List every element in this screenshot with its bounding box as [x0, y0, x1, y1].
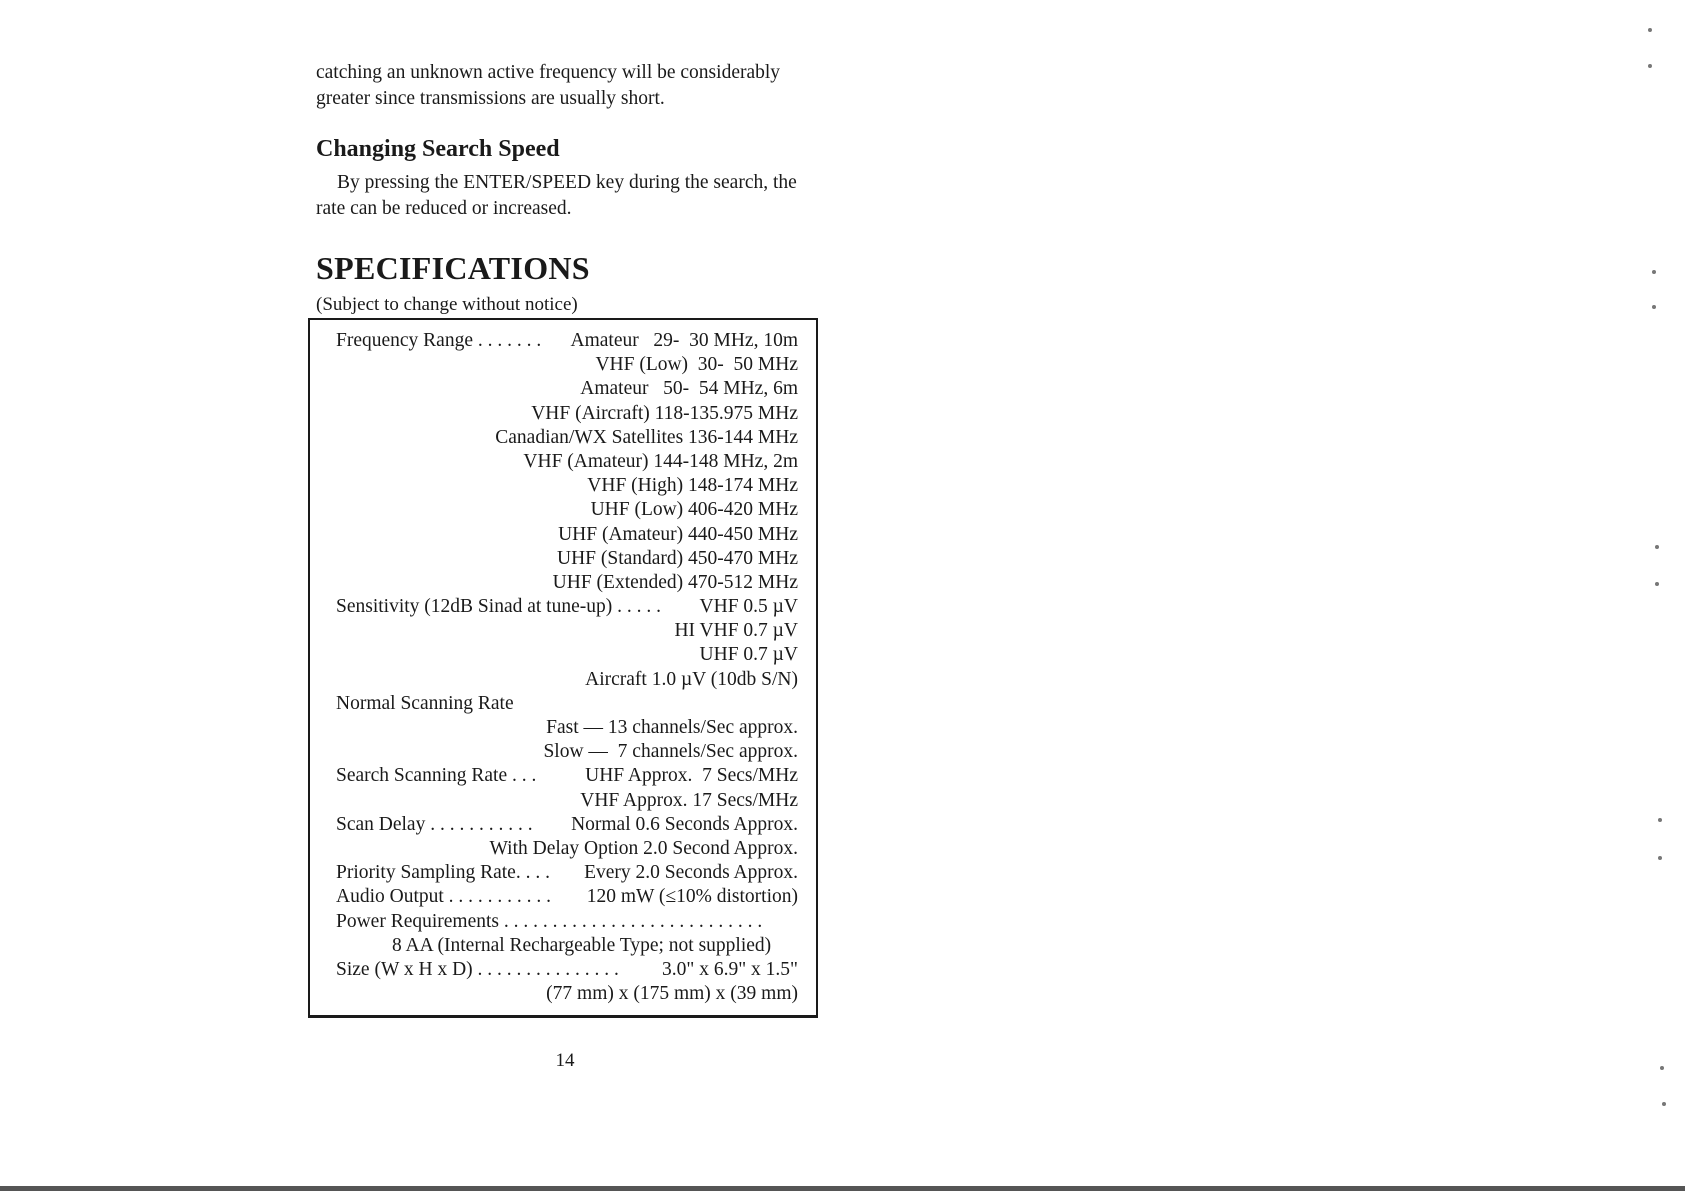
frequency-range-row: UHF (Extended) 470-512 MHz: [552, 571, 798, 593]
specifications-list: [336, 329, 798, 1006]
spec-row-search-scanning: [336, 764, 798, 788]
sensitivity-value: VHF 0.5 µV: [699, 596, 798, 618]
scan-speck: [1652, 305, 1656, 309]
search-speed-line-2: rate can be reduced or increased.: [316, 198, 572, 219]
frequency-range-row: VHF (Amateur) 144-148 MHz, 2m: [523, 450, 798, 472]
size-label: Size (W x H x D) . . . . . . . . . . . . . . .: [336, 958, 619, 980]
search-scanning-label: Search Scanning Rate . . .: [336, 765, 537, 787]
scan-delay-row: With Delay Option 2.0 Second Approx.: [489, 837, 798, 859]
priority-value: Every 2.0 Seconds Approx.: [584, 862, 798, 884]
search-speed-heading: Changing Search Speed: [316, 136, 560, 162]
scan-speck: [1655, 582, 1659, 586]
specifications-heading: SPECIFICATIONS: [316, 250, 590, 286]
sensitivity-row: UHF 0.7 µV: [699, 644, 798, 666]
frequency-range-row: Amateur 50- 54 MHz, 6m: [580, 378, 798, 400]
power-label: Power Requirements . . . . . . . . . . . . . . . . . . . . . . . . . . .: [336, 910, 763, 932]
frequency-range-row: VHF (High) 148-174 MHz: [587, 475, 798, 497]
spec-row-scan-delay: [336, 813, 798, 837]
specifications-subtitle: (Subject to change without notice): [316, 294, 578, 315]
frequency-range-row: VHF (Aircraft) 118-135.975 MHz: [531, 402, 798, 424]
scan-edge-rule: [0, 1186, 1685, 1191]
priority-label: Priority Sampling Rate. . . .: [336, 862, 550, 884]
frequency-range-row: UHF (Standard) 450-470 MHz: [556, 547, 798, 569]
scan-speck: [1652, 270, 1656, 274]
scan-delay-value: Normal 0.6 Seconds Approx.: [571, 813, 798, 835]
sensitivity-row: HI VHF 0.7 µV: [674, 620, 798, 642]
sensitivity-label: Sensitivity (12dB Sinad at tune-up) . . . . .: [336, 596, 661, 618]
spec-row-priority: [336, 861, 798, 885]
normal-scanning-row: Fast — 13 channels/Sec approx.: [546, 717, 798, 738]
normal-scanning-row: Slow — 7 channels/Sec approx.: [543, 741, 798, 763]
frequency-range-row: UHF (Low) 406-420 MHz: [590, 499, 798, 521]
search-scanning-row: VHF Approx. 17 Secs/MHz: [580, 789, 798, 811]
spec-row-frequency-range: [336, 329, 798, 353]
search-speed-line-1: By pressing the ENTER/SPEED key during the search, the: [337, 172, 797, 193]
scan-speck: [1658, 856, 1662, 860]
intro-line-2: greater since transmissions are usually short.: [316, 88, 665, 109]
normal-scanning-label: Normal Scanning Rate: [336, 692, 514, 714]
frequency-range-value: Amateur 29- 30 MHz, 10m: [570, 330, 798, 351]
frequency-range-row: UHF (Amateur) 440-450 MHz: [558, 523, 798, 545]
page-number: 14: [555, 1050, 575, 1071]
audio-value: 120 mW (≤10% distortion): [586, 886, 798, 908]
scan-speck: [1662, 1102, 1666, 1106]
search-scanning-value: UHF Approx. 7 Secs/MHz: [585, 765, 798, 787]
scan-delay-label: Scan Delay . . . . . . . . . . .: [336, 813, 533, 835]
scan-speck: [1660, 1066, 1664, 1070]
scan-speck: [1655, 545, 1659, 549]
spec-row-audio: [336, 885, 798, 909]
spec-row-sensitivity: [336, 595, 798, 619]
manual-page: [316, 60, 836, 318]
audio-label: Audio Output . . . . . . . . . . .: [336, 886, 552, 908]
scan-speck: [1648, 64, 1652, 68]
scan-speck: [1648, 28, 1652, 32]
frequency-range-row: VHF (Low) 30- 50 MHz: [595, 354, 798, 376]
scan-speck: [1658, 818, 1662, 822]
sensitivity-row: Aircraft 1.0 µV (10db S/N): [585, 668, 798, 690]
frequency-range-row: Canadian/WX Satellites 136-144 MHz: [495, 426, 798, 448]
size-metric: (77 mm) x (175 mm) x (39 mm): [546, 983, 798, 1005]
intro-line-1: catching an unknown active frequency will be considerably: [316, 62, 781, 83]
power-value: 8 AA (Internal Rechargeable Type; not supplied): [392, 934, 772, 956]
spec-row-size: [336, 958, 798, 982]
frequency-range-label: Frequency Range . . . . . . .: [336, 330, 542, 351]
size-value: 3.0" x 6.9" x 1.5": [661, 958, 798, 980]
